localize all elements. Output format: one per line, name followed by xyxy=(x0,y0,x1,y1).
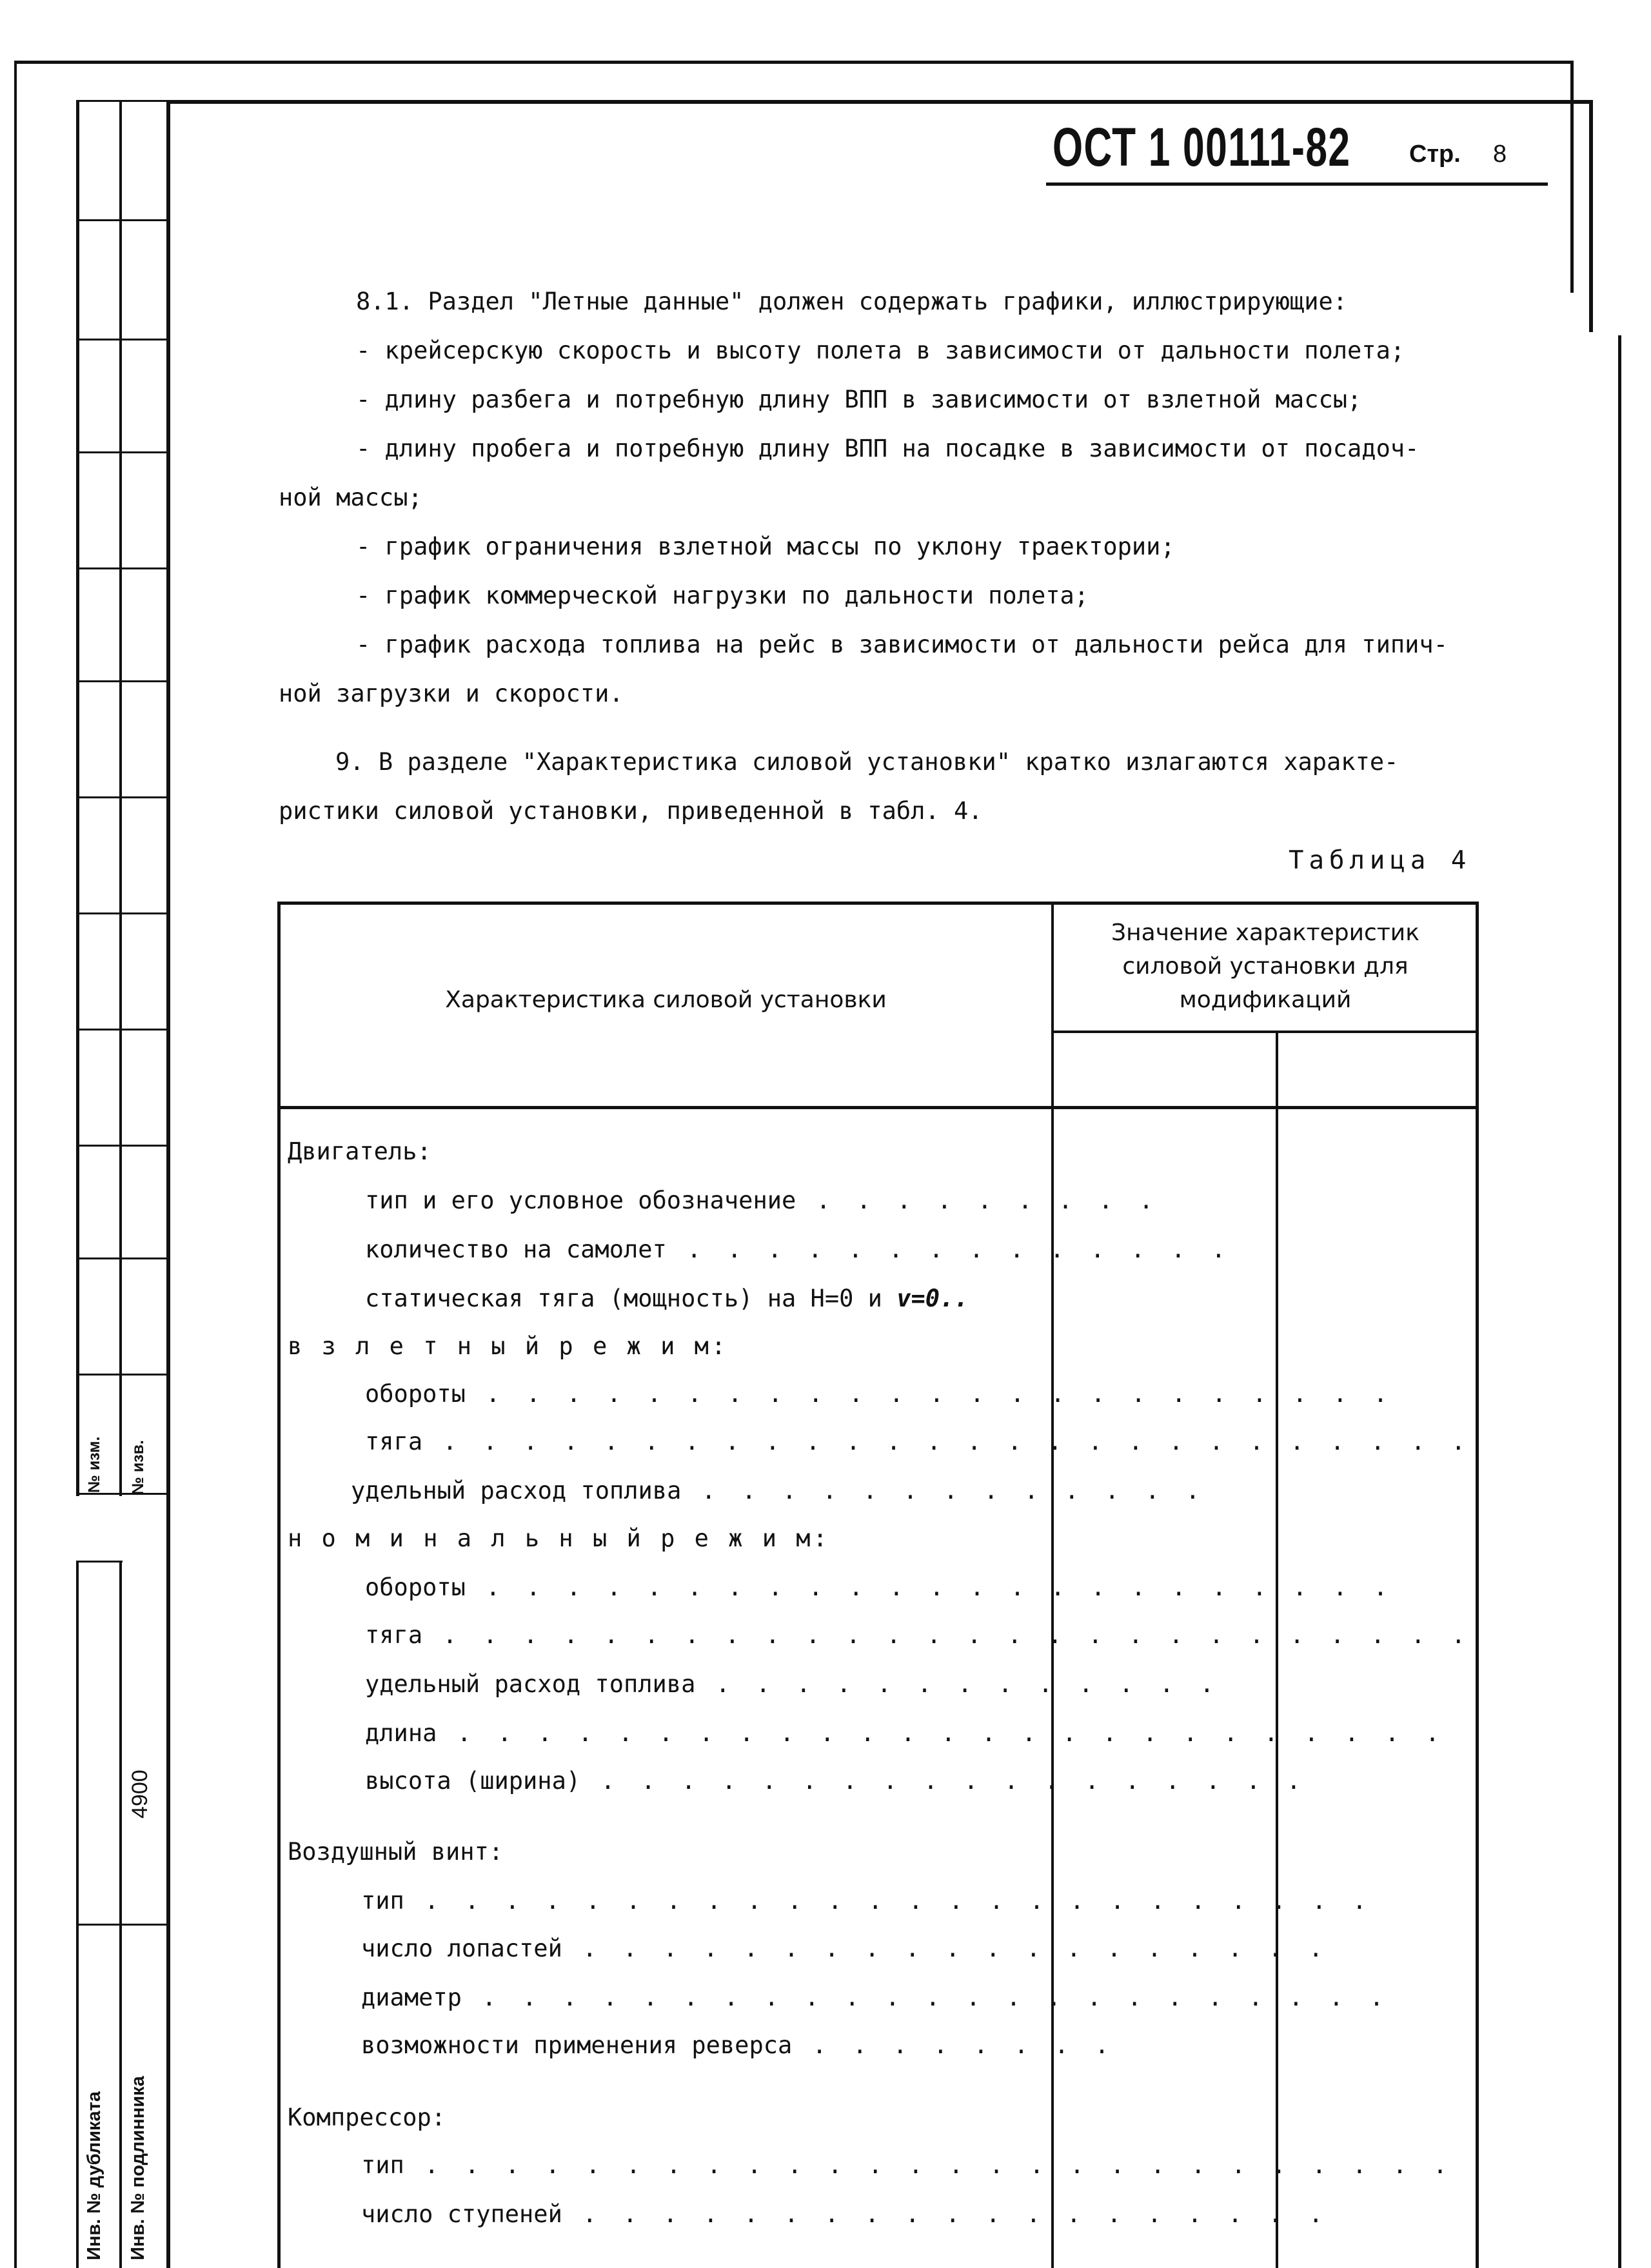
inner-frame-top xyxy=(166,100,1593,104)
no-izm-label: № изм. xyxy=(85,1436,103,1493)
table-row: тяга . . . . . . . . . . . . . . . . . . . . . . . . . . xyxy=(365,1621,1472,1649)
page-label: Стр. xyxy=(1409,141,1461,168)
column-header-characteristic: Характеристика силовой установки xyxy=(445,987,887,1013)
table-border-top xyxy=(277,902,1478,905)
paragraph-line: - длину разбега и потребную длину ВПП в зависимости от взлетной массы; xyxy=(356,386,1362,413)
table-row: удельный расход топлива . . . . . . . . . . . . . xyxy=(351,1477,1206,1504)
page-frame-right-lower xyxy=(1618,335,1621,2268)
strip-line xyxy=(119,1561,122,2268)
table-row: тип . . . . . . . . . . . . . . . . . . . . . . . . . . xyxy=(361,2151,1454,2179)
paragraph-line: 8.1. Раздел "Летные данные" должен содержать графики, иллюстрирующие: xyxy=(356,288,1348,315)
strip-divider xyxy=(76,1145,168,1147)
column-header-value-line: Значение характеристик xyxy=(1111,920,1419,946)
table-column-divider xyxy=(1276,1030,1278,2268)
page-frame-top xyxy=(14,61,1574,64)
strip-divider xyxy=(76,912,168,914)
column-header-value-line: силовой установки для xyxy=(1122,953,1409,980)
inventory-number: 4900 xyxy=(128,1770,152,1819)
paragraph-line: - график ограничения взлетной массы по уклону траектории; xyxy=(356,533,1175,560)
strip-divider xyxy=(76,1924,168,1926)
table-row: возможности применения реверса . . . . . . . . xyxy=(361,2031,1115,2059)
paragraph-line: ной массы; xyxy=(279,484,422,511)
strip-divider xyxy=(76,339,168,340)
strip-divider xyxy=(76,796,168,798)
strip-line xyxy=(76,1561,79,2268)
header-rule xyxy=(1046,182,1548,186)
table-row: тяга . . . . . . . . . . . . . . . . . . . . . . . . . . xyxy=(365,1428,1472,1455)
table-row-group: в з л е т н ы й р е ж и м: xyxy=(288,1332,729,1360)
table-row: статическая тяга (мощность) на Н=0 и v=0.. xyxy=(365,1285,969,1312)
table-row-group: н о м и н а л ь н ы й р е ж и м: xyxy=(288,1524,830,1552)
table-header-divider xyxy=(1051,1030,1479,1033)
table-row-group: Воздушный винт: xyxy=(288,1838,504,1866)
page-frame-right xyxy=(1570,61,1574,293)
column-header-value-line: модификаций xyxy=(1179,987,1352,1013)
table-row: число ступеней . . . . . . . . . . . . . . . . . . . xyxy=(361,2200,1329,2228)
strip-divider xyxy=(76,1374,168,1376)
page-frame-left xyxy=(14,61,17,2268)
paragraph-line: - длину пробега и потребную длину ВПП на посадке в зависимости от посадоч- xyxy=(356,435,1419,462)
table-row: обороты . . . . . . . . . . . . . . . . . . . . . . . xyxy=(365,1573,1394,1601)
no-izv-label: № изв. xyxy=(129,1440,147,1495)
paragraph-line: ристики силовой установки, приведенной в табл. 4. xyxy=(279,797,983,825)
paragraph-line: 9. В разделе "Характеристика силовой установки" кратко излагаются характе- xyxy=(335,748,1399,776)
strip-divider xyxy=(76,451,168,453)
document-code: ОСТ 1 00111-82 xyxy=(1053,117,1351,177)
table-row: тип и его условное обозначение . . . . . . . . . xyxy=(365,1187,1160,1214)
table-row: длина . . . . . . . . . . . . . . . . . . . . . . . . . xyxy=(365,1719,1446,1747)
paragraph-line: ной загрузки и скорости. xyxy=(279,680,624,707)
table-header-bottom xyxy=(277,1106,1479,1109)
strip-line xyxy=(166,100,170,2268)
paragraph-line: - график расхода топлива на рейс в зависимости от дальности рейса для типич- xyxy=(356,631,1448,658)
inv-podl-label: Инв. № подлинника xyxy=(128,2076,148,2260)
table-row-group: Компрессор: xyxy=(288,2104,446,2131)
strip-divider xyxy=(76,100,168,102)
inv-dubl-label: Инв. № дубликата xyxy=(84,2091,104,2260)
table-row: удельный расход топлива . . . . . . . . . . . . . xyxy=(365,1670,1220,1698)
strip-divider xyxy=(76,1257,168,1259)
table-row: обороты . . . . . . . . . . . . . . . . . . . . . . . xyxy=(365,1380,1394,1408)
table-row: количество на самолет . . . . . . . . . . . . . . xyxy=(365,1236,1232,1263)
table-row: тип . . . . . . . . . . . . . . . . . . . . . . . . xyxy=(361,1887,1373,1915)
table-caption: Таблица 4 xyxy=(1289,846,1472,875)
strip-divider xyxy=(76,567,168,569)
strip-divider xyxy=(76,219,168,221)
strip-divider xyxy=(76,1493,168,1495)
strip-divider xyxy=(76,1561,123,1563)
table-row-group: Двигатель: xyxy=(288,1138,431,1165)
page-number: 8 xyxy=(1493,141,1507,168)
inner-frame-right xyxy=(1589,100,1593,332)
paragraph-line: - крейсерскую скорость и высоту полета в зависимости от дальности полета; xyxy=(356,337,1405,364)
table-row: диаметр . . . . . . . . . . . . . . . . . . . . . . . xyxy=(361,1984,1390,2011)
paragraph-line: - график коммерческой нагрузки по дальности полета; xyxy=(356,582,1089,609)
strip-divider xyxy=(76,680,168,682)
table-row: число лопастей . . . . . . . . . . . . . . . . . . . xyxy=(361,1935,1329,1962)
strip-divider xyxy=(76,1029,168,1030)
table-row: высота (ширина) . . . . . . . . . . . . . . . . . . xyxy=(365,1767,1307,1795)
